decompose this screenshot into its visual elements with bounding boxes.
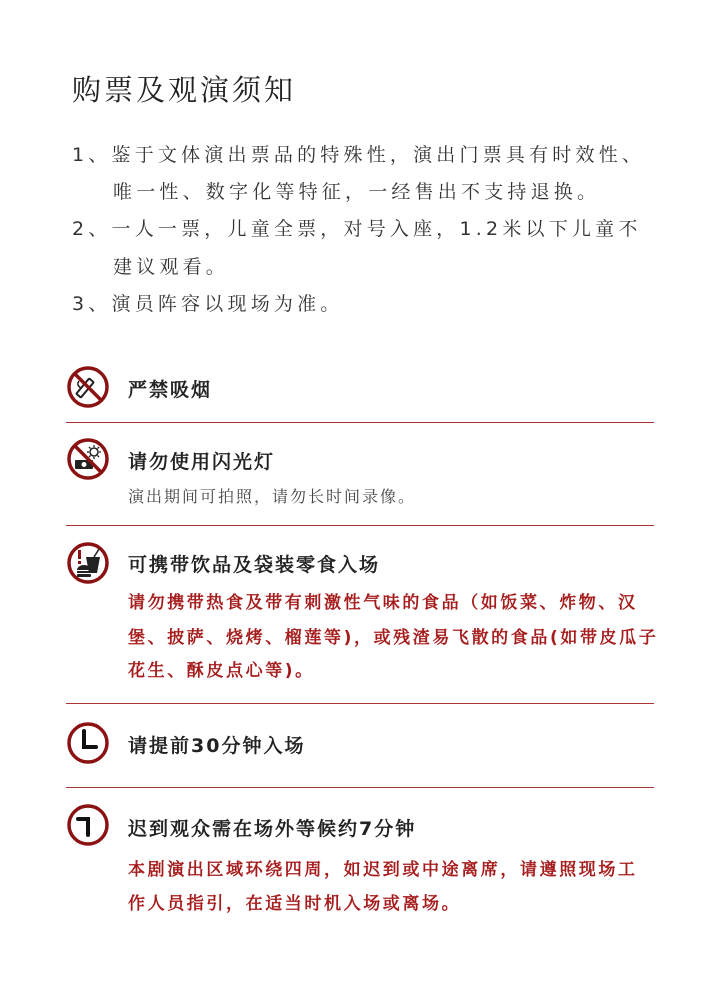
no-smoking-icon — [66, 365, 110, 409]
rule-heading-no-flash: 请勿使用闪光灯 — [128, 451, 276, 473]
rule-detail-late-line-2: 作人员指引，在适当时机入场或离场。 — [128, 894, 462, 914]
notice-2-line-1: 2、一人一票，儿童全票，对号入座，1.2米以下儿童不 — [72, 218, 642, 240]
no-flash-icon — [66, 437, 110, 481]
rule-heading-food: 可携带饮品及袋装零食入场 — [128, 554, 381, 576]
rule-detail-food-line-3: 花生、酥皮点心等)。 — [128, 661, 315, 681]
rule-detail-food-line-2: 堡、披萨、烧烤、榴莲等)，或残渣易飞散的食品(如带皮瓜子 — [128, 628, 659, 648]
rule-detail-late-line-1: 本剧演出区域环绕四周，如迟到或中途离席，请遵照现场工 — [128, 860, 638, 880]
clock-icon — [66, 721, 110, 765]
rule-heading-late: 迟到观众需在场外等候约7分钟 — [128, 818, 417, 840]
rule-heading-no-smoking: 严禁吸烟 — [128, 379, 213, 401]
food-drink-icon — [66, 541, 110, 585]
notice-3-line-1: 3、演员阵容以现场为准。 — [72, 293, 344, 315]
rule-detail-food-line-1: 请勿携带热食及带有刺激性气味的食品（如饭菜、炸物、汉 — [128, 593, 638, 613]
divider — [66, 422, 654, 423]
divider — [66, 703, 654, 704]
rule-heading-arrive-early: 请提前30分钟入场 — [128, 735, 306, 757]
page-title: 购票及观演须知 — [72, 73, 297, 107]
clock-late-icon — [66, 803, 110, 847]
divider — [66, 787, 654, 788]
notice-2-line-2: 建议观看。 — [113, 256, 230, 278]
notice-1-line-1: 1、鉴于文体演出票品的特殊性，演出门票具有时效性、 — [72, 144, 646, 166]
rule-detail-no-flash: 演出期间可拍照，请勿长时间录像。 — [128, 487, 417, 506]
notice-1-line-2: 唯一性、数字化等特征，一经售出不支持退换。 — [113, 181, 601, 203]
divider — [66, 525, 654, 526]
